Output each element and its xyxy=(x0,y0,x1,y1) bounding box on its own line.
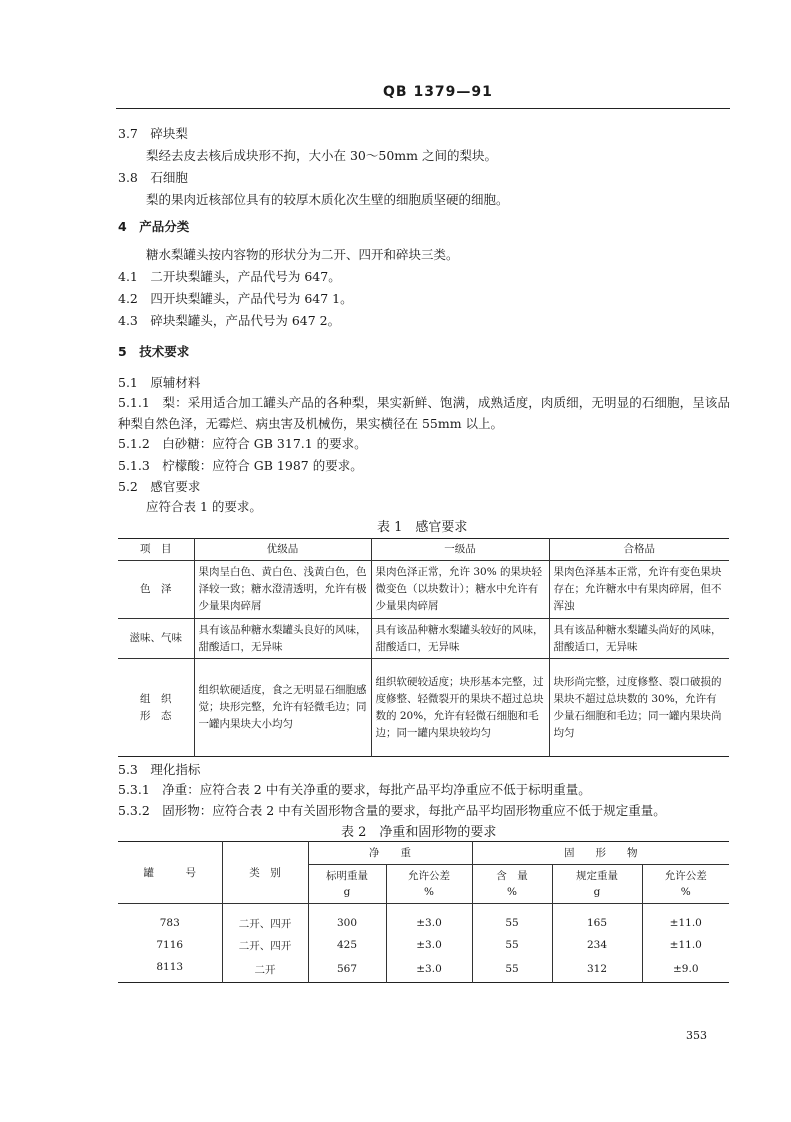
cell-type: 二开、四开 xyxy=(222,904,308,935)
row-label-color: 色 泽 xyxy=(118,561,194,619)
cell-can: 783 xyxy=(118,904,222,935)
cell-net: 425 xyxy=(308,934,386,956)
column-header-net-weight: 净 重 xyxy=(308,842,472,865)
table-cell: 具有该品种糖水梨罐头较好的风味，甜酸适口，无异味 xyxy=(371,619,549,659)
cell-net-tol: ±3.0 xyxy=(386,934,472,956)
table-2-caption: 表 2 净重和固形物的要求 xyxy=(341,825,497,840)
cell-net-tol: ±3.0 xyxy=(386,956,472,983)
section-5-1-title: 5.1 原辅材料 xyxy=(118,375,201,390)
row-label-taste-smell: 滋味、气味 xyxy=(118,619,194,659)
row-label-texture-shape: 组 织 形 态 xyxy=(118,659,194,757)
header-unit: % xyxy=(680,886,691,898)
table-cell: 块形尚完整，过度修整、裂口破损的果块不超过总块数的 30%，允许有少量石细胞和毛边；同一罐内果块尚均匀 xyxy=(549,659,729,757)
cell-solid-tol: ±11.0 xyxy=(642,934,729,956)
standard-code-header: QB 1379—91 xyxy=(383,84,493,100)
table-row xyxy=(118,904,729,935)
column-header-solids: 固 形 物 xyxy=(472,842,729,865)
column-header-content xyxy=(472,865,552,904)
cell-net: 300 xyxy=(308,904,386,935)
section-5-3-1: 5.3.1 净重：应符合表 2 中有关净重的要求，每批产品平均净重应不低于标明重量。 xyxy=(118,782,591,797)
table-cell: 具有该品种糖水梨罐头尚好的风味，甜酸适口，无异味 xyxy=(549,619,729,659)
table-row xyxy=(118,934,729,956)
page-number: 353 xyxy=(686,1029,707,1042)
section-3-7-title: 3.7 碎块梨 xyxy=(118,126,188,141)
section-4-title: 4 产品分类 xyxy=(118,219,190,234)
column-header-specified-weight xyxy=(552,865,642,904)
column-header-excellent: 优级品 xyxy=(194,539,371,561)
header-label: 允许公差 xyxy=(408,870,450,882)
table-cell: 组织软硬较适度；块形基本完整，过度修整、轻微裂开的果块不超过总块数的 20%，允许有轻微石细胞和毛边；同一罐内果块较均匀 xyxy=(371,659,549,757)
cell-solid-weight: 234 xyxy=(552,934,642,956)
header-unit: g xyxy=(343,886,351,898)
section-4-1: 4.1 二开块梨罐头，产品代号为 647。 xyxy=(118,269,341,284)
column-header-qualified: 合格品 xyxy=(549,539,729,561)
section-5-3-title: 5.3 理化指标 xyxy=(118,762,201,777)
section-5-3-2: 5.3.2 固形物：应符合表 2 中有关固形物含量的要求，每批产品平均固形物重应不低于规定重量。 xyxy=(118,803,666,818)
header-unit: % xyxy=(507,886,517,898)
section-5-1-2: 5.1.2 白砂糖：应符合 GB 317.1 的要求。 xyxy=(118,436,367,451)
header-label: 允许公差 xyxy=(664,870,707,882)
cell-can: 8113 xyxy=(118,956,222,983)
section-5-title: 5 技术要求 xyxy=(118,344,190,359)
table-row xyxy=(118,561,729,619)
cell-can: 7116 xyxy=(118,934,222,956)
table-cell: 果肉色泽基本正常，允许有变色果块存在；允许糖水中有果肉碎屑，但不浑浊 xyxy=(549,561,729,619)
table-row xyxy=(118,956,729,983)
column-header-item: 项 目 xyxy=(118,539,194,561)
header-label: 规定重量 xyxy=(576,870,618,882)
section-3-8-title: 3.8 石细胞 xyxy=(118,170,188,185)
header-unit: g xyxy=(593,886,601,898)
table-cell: 果肉色泽正常，允许 30% 的果块轻微变色（以块数计）；糖水中允许有少量果肉碎屑 xyxy=(371,561,549,619)
header-unit: % xyxy=(424,886,434,898)
cell-content: 55 xyxy=(472,934,552,956)
cell-type: 二开、四开 xyxy=(222,934,308,956)
column-header-solids-tolerance xyxy=(642,865,729,904)
table-row xyxy=(118,659,729,757)
column-header-labeled-weight xyxy=(308,865,386,904)
cell-solid-weight: 312 xyxy=(552,956,642,983)
table-header-row xyxy=(118,842,729,865)
section-5-1-3: 5.1.3 柠檬酸：应符合 GB 1987 的要求。 xyxy=(118,458,363,473)
cell-net-tol: ±3.0 xyxy=(386,904,472,935)
cell-content: 55 xyxy=(472,956,552,983)
cell-net: 567 xyxy=(308,956,386,983)
section-3-7-body: 梨经去皮去核后成块形不拘，大小在 30～50mm 之间的梨块。 xyxy=(146,148,497,163)
table-cell: 组织软硬适度，食之无明显石细胞感觉；块形完整，允许有轻微毛边；同一罐内果块大小均匀 xyxy=(194,659,371,757)
section-5-2-body: 应符合表 1 的要求。 xyxy=(146,499,262,514)
table-cell: 果肉呈白色、黄白色、浅黄白色，色泽较一致；糖水澄清透明，允许有极少量果肉碎屑 xyxy=(194,561,371,619)
column-header-net-tolerance xyxy=(386,865,472,904)
header-label: 含 量 xyxy=(496,870,528,882)
sensory-requirements-table xyxy=(118,538,729,757)
table-cell: 具有该品种糖水梨罐头良好的风味，甜酸适口，无异味 xyxy=(194,619,371,659)
section-5-1-1: 5.1.1 梨：采用适合加工罐头产品的各种梨，果实新鲜、饱满，成熟适度，肉质细，无明显的石细胞，呈该品种梨自然色泽，无霉烂、病虫害及机械伤，果实横径在 55mm 以上。 xyxy=(118,395,730,431)
section-5-2-title: 5.2 感官要求 xyxy=(118,479,201,494)
cell-content: 55 xyxy=(472,904,552,935)
table-row xyxy=(118,619,729,659)
cell-solid-weight: 165 xyxy=(552,904,642,935)
table-1-caption: 表 1 感官要求 xyxy=(377,520,468,535)
table-header-row xyxy=(118,539,729,561)
header-label: 标明重量 xyxy=(326,870,368,882)
header-rule xyxy=(116,108,730,109)
cell-type: 二开 xyxy=(222,956,308,983)
cell-solid-tol: ±9.0 xyxy=(642,956,729,983)
column-header-first-grade: 一级品 xyxy=(371,539,549,561)
net-weight-solids-table xyxy=(118,841,729,983)
section-3-8-body: 梨的果肉近核部位具有的较厚木质化次生壁的细胞质坚硬的细胞。 xyxy=(146,192,509,207)
column-header-type: 类 别 xyxy=(222,842,308,904)
cell-solid-tol: ±11.0 xyxy=(642,904,729,935)
section-4-2: 4.2 四开块梨罐头，产品代号为 647 1。 xyxy=(118,291,353,306)
section-4-3: 4.3 碎块梨罐头，产品代号为 647 2。 xyxy=(118,313,341,328)
column-header-can-number: 罐 号 xyxy=(118,842,222,904)
section-4-intro: 糖水梨罐头按内容物的形状分为二开、四开和碎块三类。 xyxy=(146,247,459,262)
